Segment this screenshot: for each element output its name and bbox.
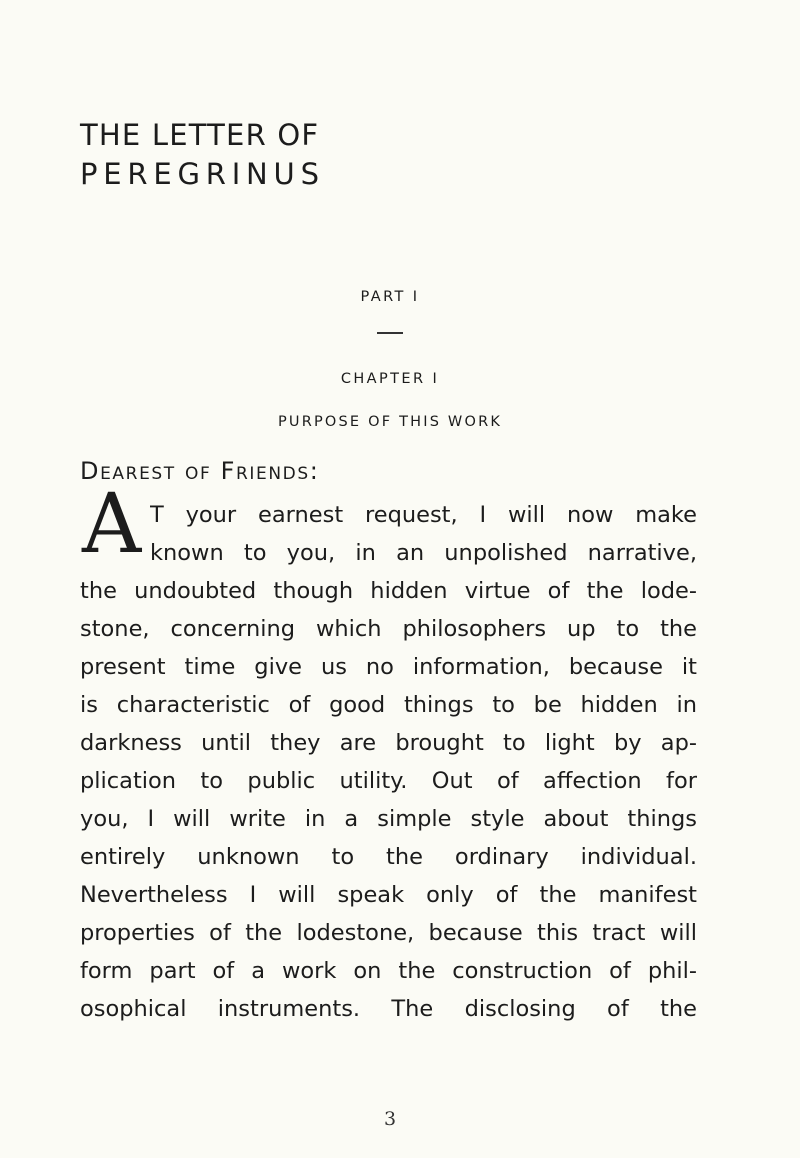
body-line: is characteristic of good things to be hidden in xyxy=(80,692,697,718)
body-line: darkness until they are brought to light by ap- xyxy=(80,730,697,756)
drop-cap: A xyxy=(82,477,142,572)
body-line: known to you, in an unpolished narrative, xyxy=(150,540,697,566)
body-line: form part of a work on the construction of phil- xyxy=(80,958,697,984)
book-title-line-2: PEREGRINUS xyxy=(80,157,325,191)
page-number: 3 xyxy=(383,1108,397,1130)
body-line: properties of the lodestone, because this tract will xyxy=(80,920,697,946)
book-title-line-1: THE LETTER OF xyxy=(80,118,320,152)
body-line: Nevertheless I will speak only of the manifest xyxy=(80,882,697,908)
part-heading: PART I xyxy=(360,289,420,305)
body-line: entirely unknown to the ordinary individual. xyxy=(80,844,697,870)
section-divider xyxy=(377,332,403,334)
body-line: stone, concerning which philosophers up to the xyxy=(80,616,697,642)
chapter-title: PURPOSE OF THIS WORK xyxy=(277,414,503,430)
body-line: plication to public utility. Out of affection for xyxy=(80,768,697,794)
body-line: the undoubted though hidden virtue of the lode- xyxy=(80,578,697,604)
chapter-heading: CHAPTER I xyxy=(340,371,440,387)
body-line: osophical instruments. The disclosing of the xyxy=(80,996,697,1022)
body-line: you, I will write in a simple style about things xyxy=(80,806,697,832)
body-line: T your earnest request, I will now make xyxy=(150,502,697,528)
salutation: Dearest of Friends: xyxy=(80,457,320,485)
body-line: present time give us no information, because it xyxy=(80,654,697,680)
